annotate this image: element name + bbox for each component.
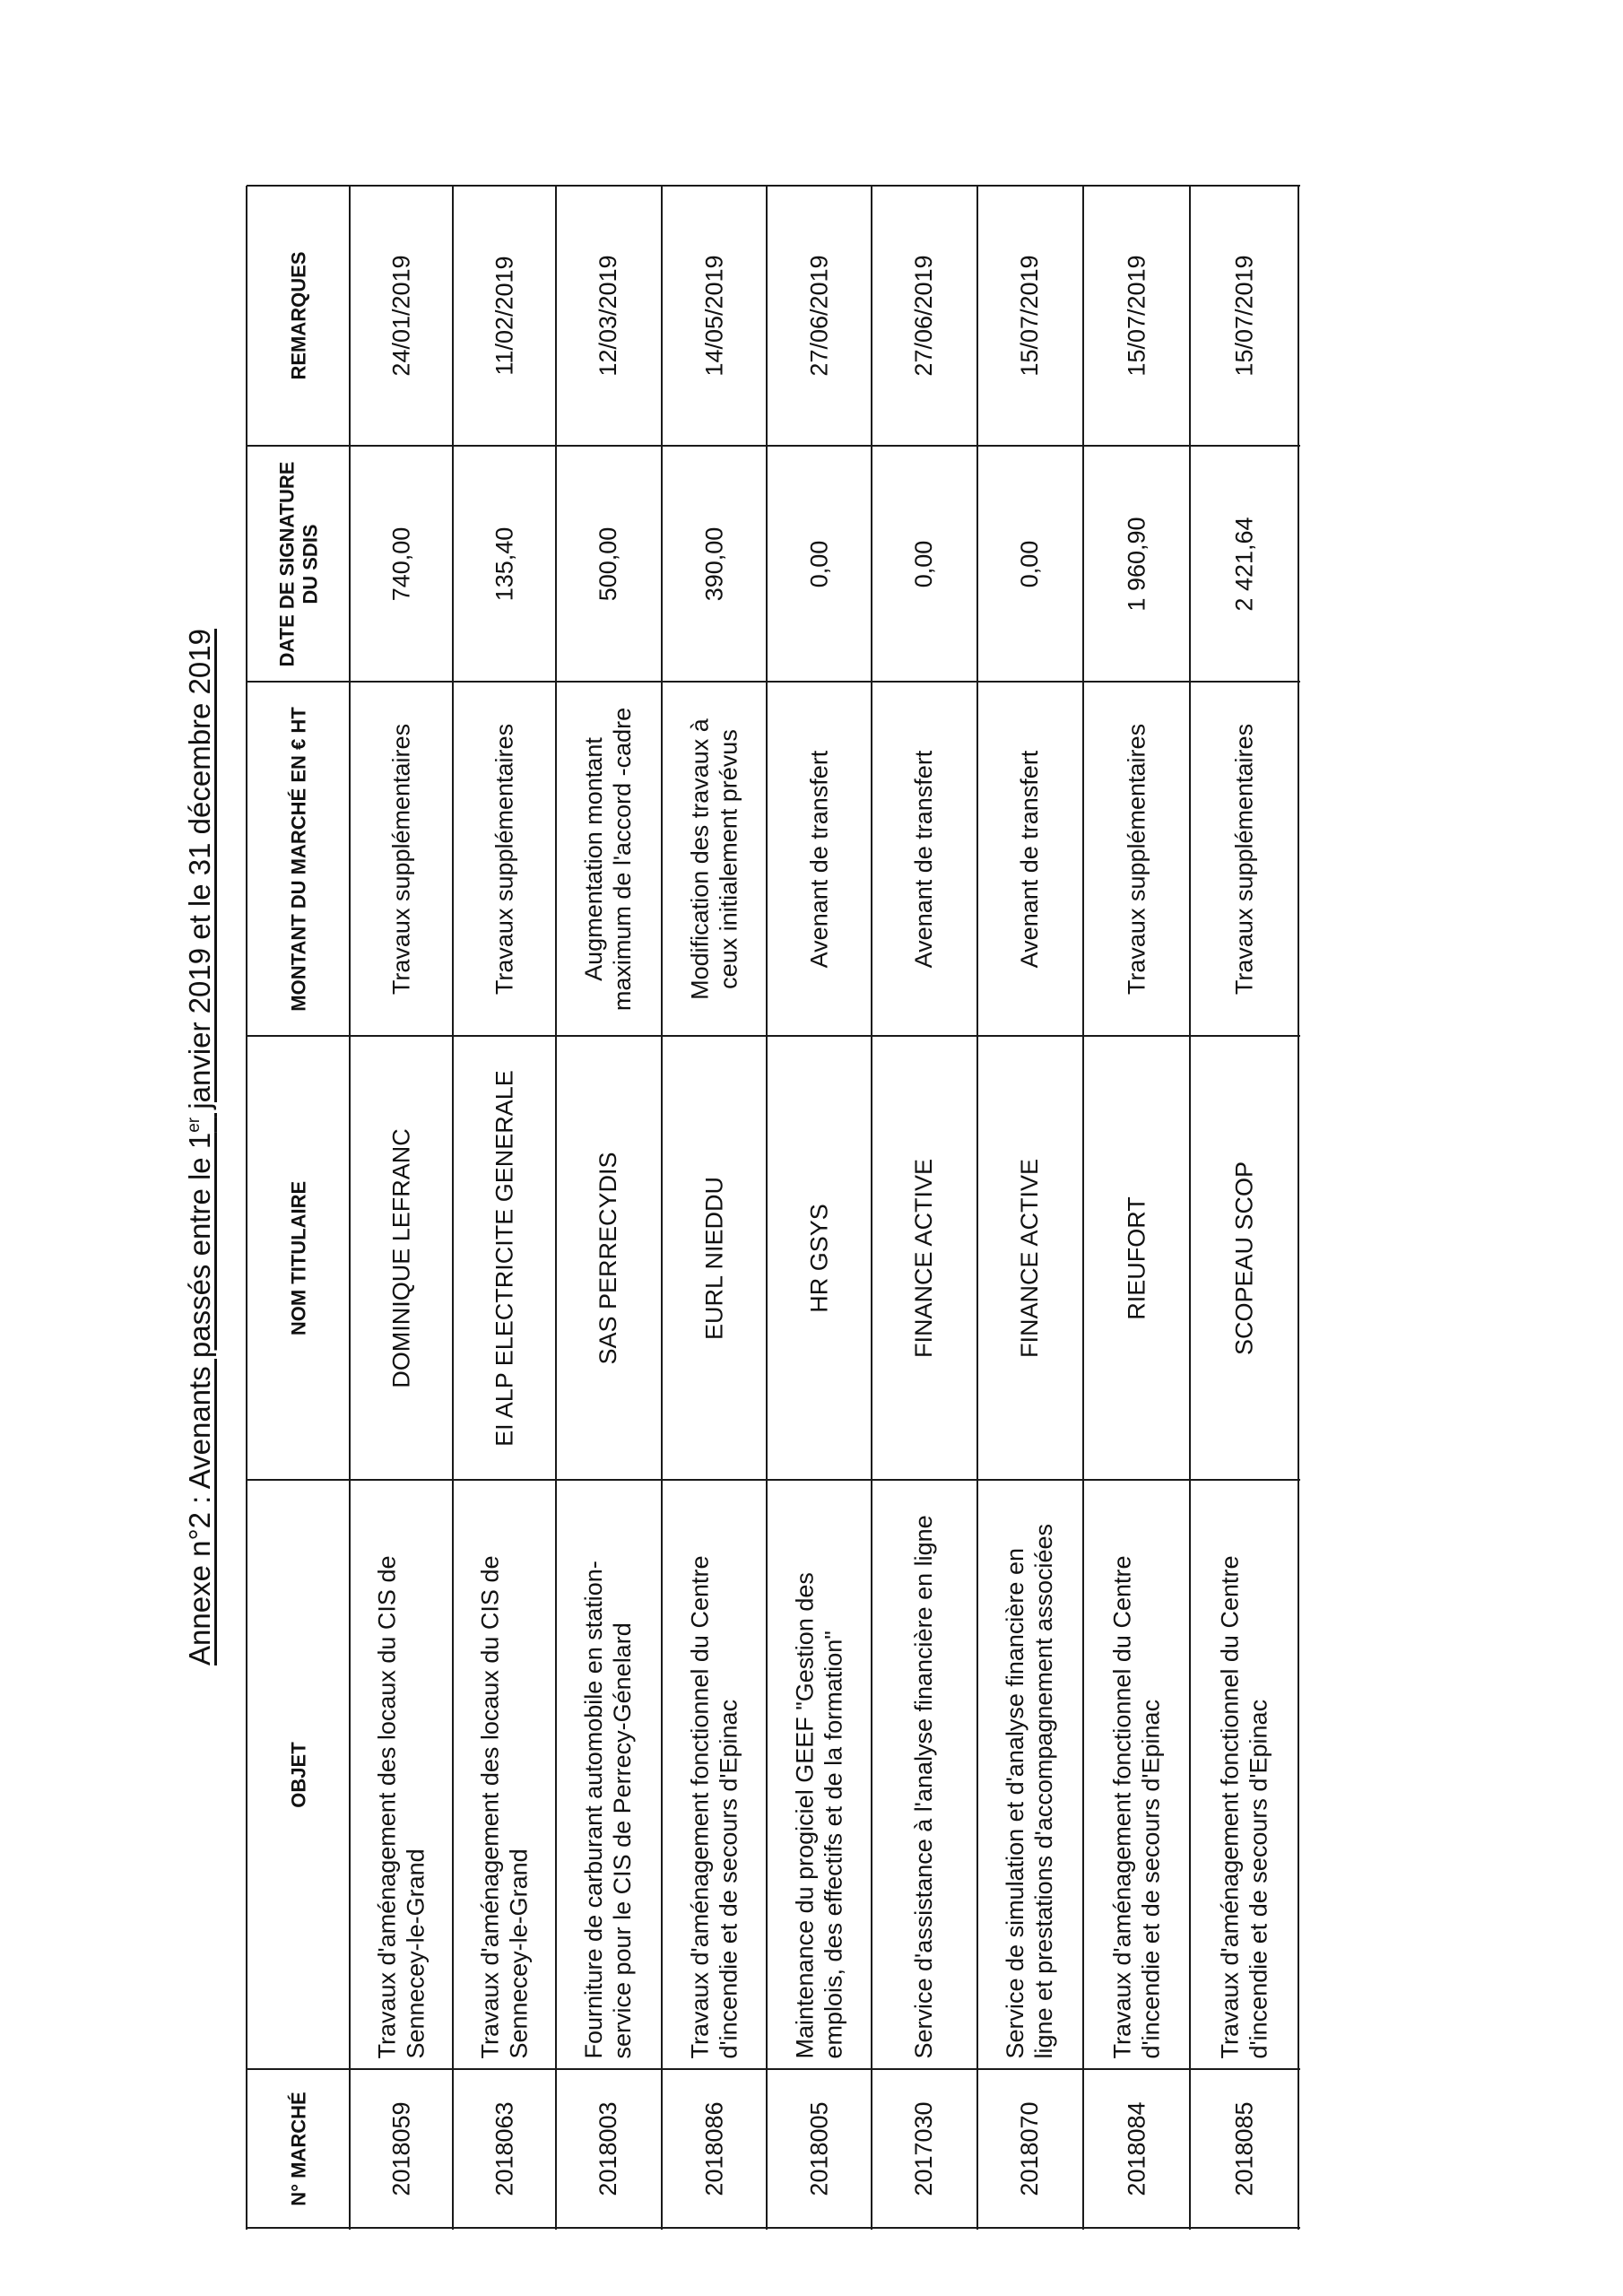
cell-numero-text: 2018086 — [699, 2100, 727, 2196]
cell-titulaire — [558, 1038, 660, 1478]
table-rule — [349, 186, 351, 2230]
cell-date — [1192, 448, 1297, 680]
cell-montant — [455, 683, 554, 1034]
cell-montant-text: Travaux supplémentaires — [1122, 723, 1150, 995]
cell-titulaire-text: SCOPEAU SCOP — [1229, 1161, 1257, 1355]
cell-montant-text: Modification des travaux à ceux initialement prévus — [685, 718, 742, 1000]
cell-remarques-text: 15/07/2019 — [1016, 255, 1044, 377]
cell-objet — [873, 1482, 976, 2067]
cell-titulaire — [352, 1038, 451, 1478]
cell-remarques-text: 14/05/2019 — [699, 255, 727, 377]
cell-objet — [1085, 1482, 1188, 2067]
cell-titulaire-text: FINANCE ACTIVE — [1016, 1158, 1044, 1358]
cell-objet — [768, 1482, 870, 2067]
cell-montant-text: Augmentation montant maximum de l'accord -cadre — [580, 707, 636, 1011]
cell-titulaire — [455, 1038, 554, 1478]
header-date-text: DATE DE SIGNATURE DU SDIS — [274, 461, 321, 666]
cell-montant-text: Avenant de transfert — [1016, 750, 1044, 968]
table-rule — [766, 186, 768, 2230]
cell-date — [558, 448, 660, 680]
cell-objet — [1192, 1482, 1297, 2067]
cell-remarques — [1192, 187, 1297, 444]
cell-remarques-text: 15/07/2019 — [1229, 255, 1257, 377]
cell-remarques-text: 27/06/2019 — [910, 255, 938, 377]
cell-remarques-text: 15/07/2019 — [1122, 255, 1150, 377]
cell-titulaire-text: EI ALP ELECTRICITE GENERALE — [490, 1069, 517, 1447]
cell-numero-text: 2018084 — [1122, 2100, 1150, 2196]
cell-titulaire-text: HR GSYS — [804, 1203, 832, 1313]
cell-date-text: 740,00 — [386, 526, 414, 601]
header-remarques-text: REMARQUES — [286, 251, 309, 380]
cell-date — [455, 448, 554, 680]
cell-remarques — [873, 187, 976, 444]
table-rule — [247, 2068, 1300, 2070]
cell-titulaire — [979, 1038, 1081, 1478]
cell-numero-text: 2018003 — [595, 2100, 622, 2196]
cell-remarques-text: 11/02/2019 — [490, 256, 517, 376]
cell-objet — [664, 1482, 765, 2067]
header-titulaire-text: NOM TITULAIRE — [286, 1180, 309, 1335]
header-titulaire — [248, 1038, 348, 1478]
cell-numero — [873, 2071, 976, 2226]
table-rule — [246, 186, 247, 2230]
cell-date — [352, 448, 451, 680]
cell-remarques — [455, 187, 554, 444]
header-numero — [248, 2071, 348, 2226]
cell-objet-text: Travaux d'aménagement des locaux du CIS de Sennecey-le-Grand — [475, 1555, 532, 2058]
cell-remarques — [352, 187, 451, 444]
cell-objet — [979, 1482, 1081, 2067]
cell-objet-text: Service d'assistance à l'analyse financière en ligne — [910, 1514, 938, 2058]
cell-numero — [768, 2071, 870, 2226]
cell-date-text: 0,00 — [910, 540, 938, 587]
cell-montant — [558, 683, 660, 1034]
table-rule — [1082, 186, 1084, 2230]
cell-numero — [455, 2071, 554, 2226]
cell-remarques — [979, 187, 1081, 444]
cell-remarques-text: 24/01/2019 — [386, 255, 414, 377]
cell-numero-text: 2018059 — [386, 2100, 414, 2196]
cell-montant-text: Avenant de transfert — [804, 750, 832, 968]
cell-date — [768, 448, 870, 680]
table-rule — [871, 186, 872, 2230]
table-rule — [247, 445, 1300, 447]
cell-titulaire — [768, 1038, 870, 1478]
header-montant — [248, 683, 348, 1034]
cell-date — [979, 448, 1081, 680]
cell-numero — [979, 2071, 1081, 2226]
cell-date-text: 0,00 — [1016, 540, 1044, 587]
cell-numero-text: 2017030 — [910, 2100, 938, 2196]
cell-montant-text: Travaux supplémentaires — [490, 723, 517, 995]
header-numero-text: N° MARCHÉ — [286, 2091, 309, 2206]
cell-remarques — [1085, 187, 1188, 444]
header-remarques — [248, 187, 348, 444]
cell-numero-text: 2018063 — [490, 2100, 517, 2196]
cell-titulaire — [1085, 1038, 1188, 1478]
cell-date — [873, 448, 976, 680]
cell-numero — [352, 2071, 451, 2226]
cell-montant-text: Avenant de transfert — [910, 750, 938, 968]
table-rule — [976, 186, 978, 2230]
header-objet-text: OBJET — [286, 1741, 309, 1808]
cell-objet-text: Travaux d'aménagement fonctionnel du Centre d'incendie et de secours d'Epinac — [1215, 1555, 1271, 2058]
cell-objet-text: Maintenance du progiciel GEEF "Gestion des emplois, des effectifs et de la formation" — [790, 1571, 846, 2058]
table-rule — [555, 186, 557, 2230]
cell-montant — [664, 683, 765, 1034]
cell-objet-text: Travaux d'aménagement fonctionnel du Centre d'incendie et de secours d'Epinac — [685, 1555, 742, 2058]
cell-date-text: 135,40 — [490, 526, 517, 601]
cell-numero — [664, 2071, 765, 2226]
cell-objet — [558, 1482, 660, 2067]
cell-numero-text: 2018070 — [1016, 2100, 1044, 2196]
cell-date-text: 2 421,64 — [1229, 516, 1257, 612]
cell-montant — [1192, 683, 1297, 1034]
cell-date-text: 0,00 — [804, 540, 832, 587]
header-montant-text: MONTANT DU MARCHÉ EN € HT — [286, 706, 309, 1012]
cell-montant — [873, 683, 976, 1034]
cell-date-text: 1 960,90 — [1122, 516, 1150, 612]
cell-titulaire — [1192, 1038, 1297, 1478]
cell-montant — [1085, 683, 1188, 1034]
cell-montant-text: Travaux supplémentaires — [386, 723, 414, 995]
cell-date — [1085, 448, 1188, 680]
cell-objet — [455, 1482, 554, 2067]
header-objet — [248, 1482, 348, 2067]
table-rule — [452, 186, 454, 2230]
cell-date-text: 500,00 — [595, 526, 622, 601]
cell-date-text: 390,00 — [699, 526, 727, 601]
cell-montant — [768, 683, 870, 1034]
table-rule — [247, 1035, 1300, 1037]
cell-objet-text: Travaux d'aménagement fonctionnel du Centre d'incendie et de secours d'Epinac — [1107, 1555, 1164, 2058]
cell-titulaire — [873, 1038, 976, 1478]
table-rule — [247, 2227, 1300, 2229]
table-rule — [1189, 186, 1191, 2230]
table-rule — [247, 185, 1300, 187]
table-rule — [247, 1479, 1300, 1481]
cell-numero — [1192, 2071, 1297, 2226]
cell-titulaire-text: EURL NIEDDU — [699, 1176, 727, 1340]
cell-numero — [558, 2071, 660, 2226]
cell-remarques — [558, 187, 660, 444]
cell-remarques-text: 12/03/2019 — [595, 255, 622, 377]
cell-remarques — [768, 187, 870, 444]
cell-numero-text: 2018005 — [804, 2100, 832, 2196]
cell-titulaire-text: RIEUFORT — [1122, 1196, 1150, 1320]
cell-objet-text: Service de simulation et d'analyse financière en ligne et prestations d'accompagnement associées — [1002, 1523, 1057, 2058]
cell-date — [664, 448, 765, 680]
table-rule — [1298, 186, 1299, 2230]
table-rule — [661, 186, 663, 2230]
cell-titulaire-text: FINANCE ACTIVE — [910, 1158, 938, 1358]
cell-titulaire-text: DOMINIQUE LEFRANC — [386, 1127, 414, 1388]
cell-montant-text: Travaux supplémentaires — [1229, 723, 1257, 995]
annex-title: Annexe n°2 : Avenants passés entre le 1er janvier 2019 et le 31 décembre 2019 — [183, 629, 216, 1665]
cell-montant — [352, 683, 451, 1034]
cell-remarques — [664, 187, 765, 444]
cell-titulaire-text: SAS PERRECYDIS — [595, 1151, 622, 1365]
cell-objet — [352, 1482, 451, 2067]
cell-objet-text: Fourniture de carburant automobile en station-service pour le CIS de Perrecy-Génelard — [580, 1560, 636, 2058]
cell-numero-text: 2018085 — [1229, 2100, 1257, 2196]
cell-remarques-text: 27/06/2019 — [804, 255, 832, 377]
cell-objet-text: Travaux d'aménagement des locaux du CIS de Sennecey-le-Grand — [372, 1555, 429, 2058]
cell-titulaire — [664, 1038, 765, 1478]
table-rule — [247, 681, 1300, 683]
cell-montant — [979, 683, 1081, 1034]
cell-numero — [1085, 2071, 1188, 2226]
header-date — [248, 448, 348, 680]
